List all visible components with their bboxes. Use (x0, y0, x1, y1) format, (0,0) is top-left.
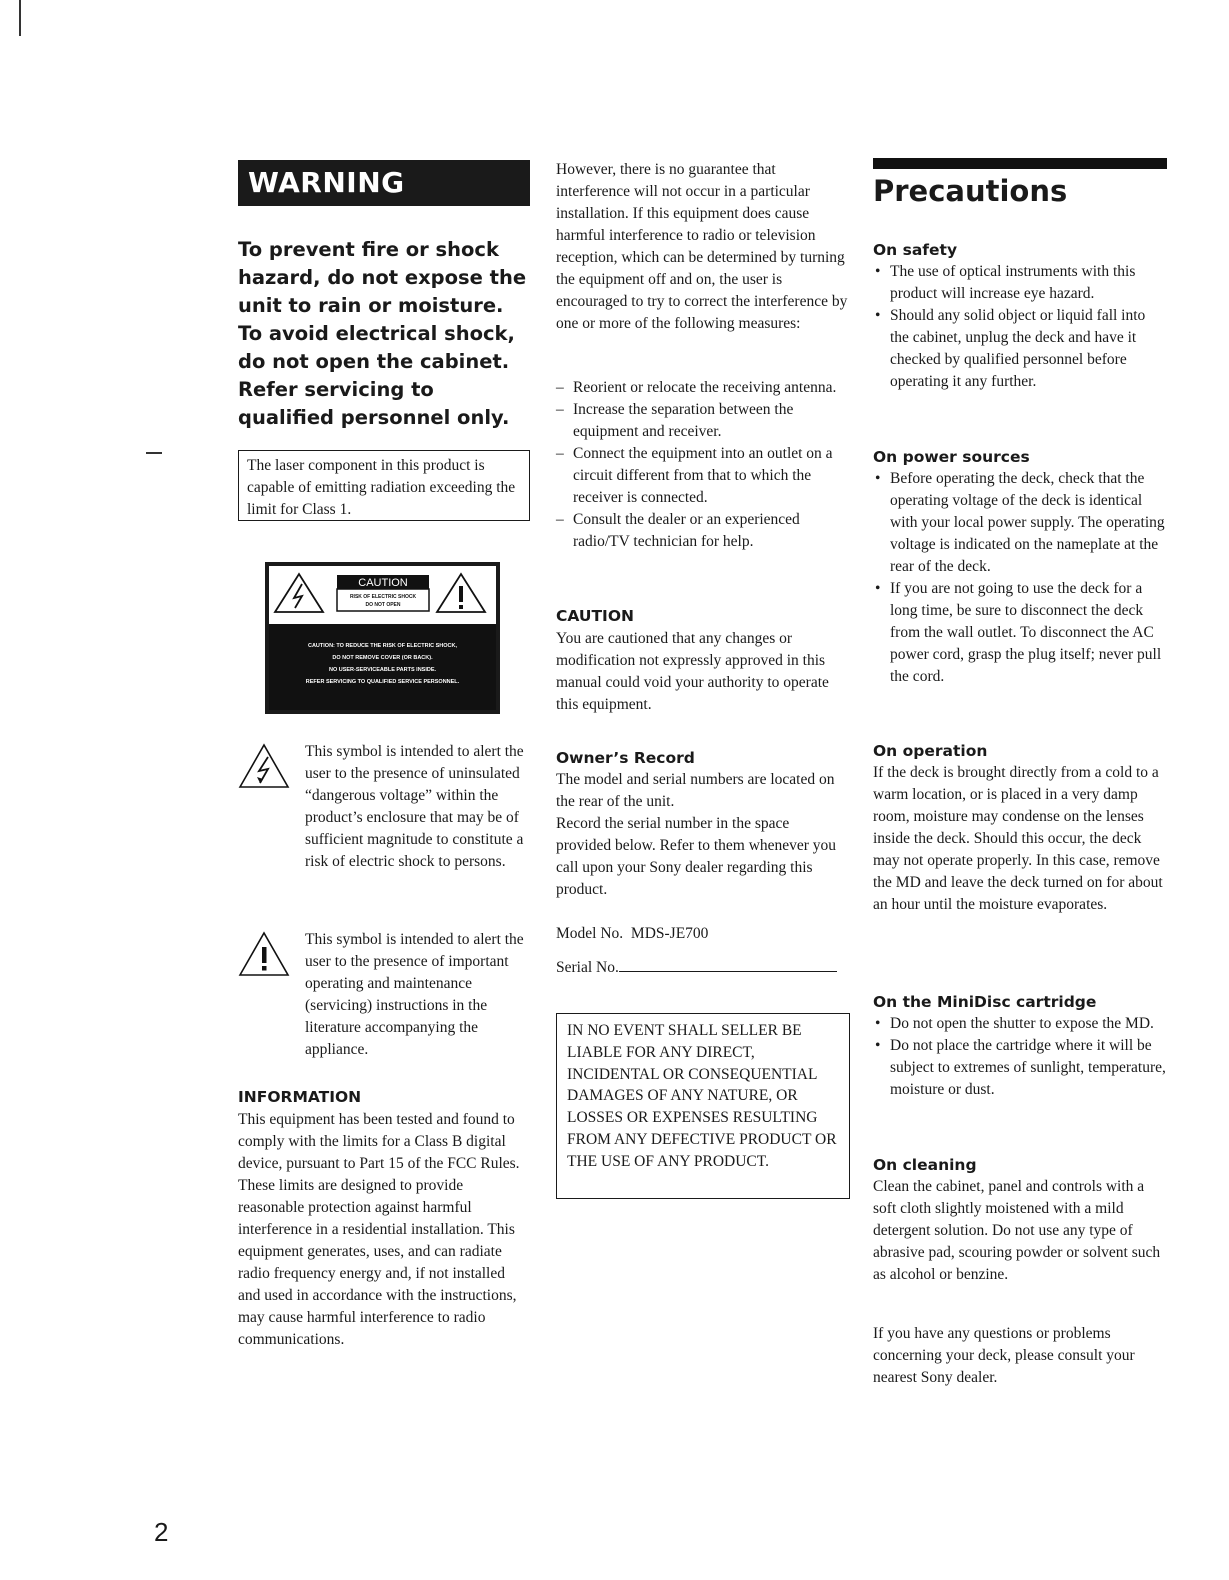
binding-mark (19, 0, 21, 36)
liability-disclaimer-box (556, 1013, 850, 1199)
interference-measures-list (556, 377, 848, 553)
model-label: Model No. (556, 925, 624, 942)
warning-statement (238, 236, 530, 432)
fcc-continued-text: However, there is no guarantee that interference will not occur in a particular installation. If this equipment does cause harmful interference to radio or television reception, which can be determined by turning the equipment off and on, the user is encouraged to try to correct the interference by one or more of the following measures: (556, 161, 848, 332)
caution-label-line: NO USER-SERVICEABLE PARTS INSIDE. (328, 667, 437, 673)
caution-label-subtitle-2: DO NOT OPEN (365, 602, 401, 608)
serial-number-row (556, 957, 837, 979)
list-item: – Increase the separation between the equipment and receiver. (556, 399, 848, 443)
cleaning-text: Clean the cabinet, panel and controls with a soft cloth slightly moistened with a mild detergent solution. Do not use any type of abrasive pad, scouring powder or solvent such as alcohol or benzine. (873, 1178, 1161, 1283)
warning-line-2: To avoid electrical shock, do not open the cabinet. Refer servicing to qualified personnel only. (238, 322, 515, 429)
binding-mark (146, 452, 162, 454)
exclamation-triangle-icon (437, 574, 485, 612)
laser-note: The laser component in this product is capable of emitting radiation exceeding the limit for Class 1. (247, 457, 516, 518)
safety-heading: On safety (873, 241, 958, 259)
warning-line-1: To prevent fire or shock hazard, do not expose the unit to rain or moisture. (238, 238, 527, 317)
minidisc-heading: On the MiniDisc cartridge (873, 993, 1097, 1011)
list-item: • If you are not going to use the deck for a long time, be sure to disconnect the deck from the wall outlet. To disconnect the AC power cord, grasp the plug itself; never pull the cord. (873, 578, 1167, 688)
page-title: Precautions (873, 174, 1068, 208)
list-item: • The use of optical instruments with this product will increase eye hazard. (873, 261, 1167, 305)
cleaning-heading: On cleaning (873, 1156, 977, 1174)
caution-label-instructions (269, 624, 496, 710)
caution-label-graphic (269, 566, 496, 624)
power-sources-heading: On power sources (873, 448, 1030, 466)
laser-note-box (238, 450, 530, 521)
exclamation-triangle-icon (238, 931, 290, 977)
exclamation-symbol-text: This symbol is intended to alert the user to the presence of important operating and maintenance (servicing) instructions in the literature accompanying the appliance. (305, 931, 524, 1058)
caution-label-top (269, 566, 496, 624)
page-number: 2 (154, 1517, 169, 1547)
closing-text: If you have any questions or problems concerning your deck, please consult your nearest Sony dealer. (873, 1325, 1135, 1386)
caution-label-subtitle-1: RISK OF ELECTRIC SHOCK (349, 594, 417, 600)
minidisc-list (873, 1013, 1169, 1101)
title-rule (873, 158, 1167, 169)
list-item: – Reorient or relocate the receiving antenna. (556, 377, 848, 399)
caution-label-line: DO NOT REMOVE COVER (OR BACK). (332, 655, 433, 661)
caution-label-line: REFER SERVICING TO QUALIFIED SERVICE PERSONNEL. (305, 679, 460, 685)
operation-heading: On operation (873, 742, 988, 760)
serial-blank-line (619, 959, 837, 972)
list-item: • Do not place the cartridge where it will be subject to extremes of sunlight, temperature, moisture or dust. (873, 1035, 1169, 1101)
liability-text: IN NO EVENT SHALL SELLER BE LIABLE FOR ANY DIRECT, INCIDENTAL OR CONSEQUENTIAL DAMAGES OF ANY NATURE, OR LOSSES OR EXPENSES RESULTING FROM ANY DEFECTIVE PRODUCT OR THE USE OF ANY PRODUCT. (567, 1022, 837, 1170)
caution-label-title: CAUTION (358, 577, 408, 589)
information-heading: INFORMATION (238, 1088, 362, 1106)
warning-title: WARNING (238, 160, 530, 206)
lightning-triangle-icon (275, 574, 323, 612)
list-item: – Connect the equipment into an outlet on a circuit different from that to which the receiver is connected. (556, 443, 848, 509)
power-sources-list (873, 468, 1167, 688)
owners-record-heading: Owner’s Record (556, 749, 695, 767)
safety-list (873, 261, 1167, 393)
lightning-triangle-icon (238, 743, 290, 789)
caution-label-line: CAUTION: TO REDUCE THE RISK OF ELECTRIC SHOCK, (307, 643, 457, 649)
model-number-row (556, 923, 708, 945)
information-text: This equipment has been tested and found to comply with the limits for a Class B digital device, pursuant to Part 15 of the FCC Rules. These limits are designed to provide reasonable protection against harmful interference in a residential installation. This equipment generates, uses, and can radiate radio frequency energy and, if not installed and used in accordance with the instructions, may cause harmful interference to radio communications. (238, 1111, 520, 1348)
owners-record-text-1: The model and serial numbers are located on the rear of the unit. (556, 771, 835, 810)
caution-label (265, 562, 500, 714)
owners-record-text-2: Record the serial number in the space provided below. Refer to them whenever you call upon your Sony dealer regarding this product. (556, 815, 837, 898)
caution-heading: CAUTION (556, 607, 634, 625)
list-item: • Should any solid object or liquid fall into the cabinet, unplug the deck and have it checked by qualified personnel before operating it any further. (873, 305, 1167, 393)
caution-text: You are cautioned that any changes or modification not expressly approved in this manual could void your authority to operate this equipment. (556, 630, 829, 713)
list-item: – Consult the dealer or an experienced radio/TV technician for help. (556, 509, 848, 553)
operation-text: If the deck is brought directly from a cold to a warm location, or is placed in a very damp room, moisture may condense on the lenses inside the deck. Should this occur, the deck may not operate properly. In this case, remove the MD and leave the deck turned on for about an hour until the moisture evaporates. (873, 764, 1163, 913)
list-item: • Before operating the deck, check that the operating voltage of the deck is identical with your local power supply. The operating voltage is indicated on the nameplate at the rear of the deck. (873, 468, 1167, 578)
list-item: • Do not open the shutter to expose the MD. (873, 1013, 1169, 1035)
lightning-symbol-text: This symbol is intended to alert the user to the presence of uninsulated “dangerous voltage” within the product’s enclosure that may be of sufficient magnitude to constitute a risk of electric shock to persons. (305, 743, 524, 870)
serial-label: Serial No. (556, 959, 619, 976)
model-value: MDS-JE700 (630, 925, 709, 942)
